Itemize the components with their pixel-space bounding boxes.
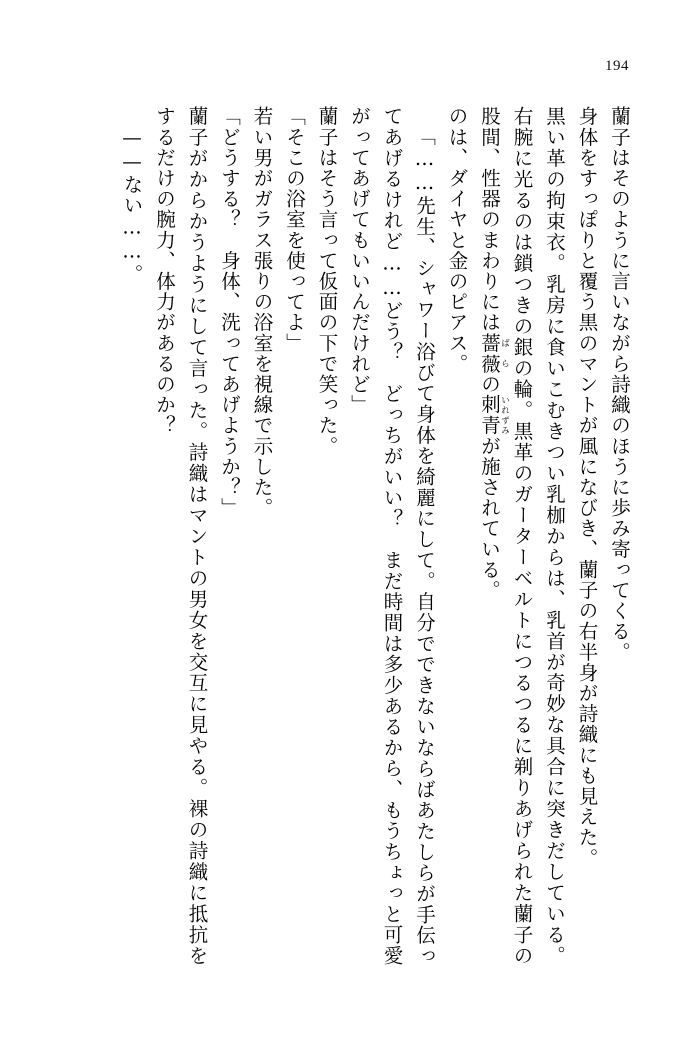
paragraph-with-ruby: 黒い革の拘束衣。乳房に食いこむきつい乳枷からは、乳首が奇妙な具合に突きだしている。右腕に光るのは鎖つきの銀の輪。黒革のガーターベルトにつるつるに剃りあげられた蘭子の股間、性器のまわりには薔薇ばらの刺青いれずみが施されている。	[478, 106, 566, 966]
paragraph: のは、ダイヤと金のピアス。	[445, 106, 469, 374]
paragraph: 蘭子がからかうようにして言った。詩織はマントの男女を交互に見やる。裸の詩織に抵抗をするだけの腕力、体力があるのか？	[153, 106, 209, 966]
paragraph: 蘭子はそのように言いながら詩織のほうに歩み寄ってくる。	[608, 106, 631, 663]
page-number: 194	[605, 58, 629, 74]
dialogue-paragraph: 「……先生、シャワー浴びて身体を綺麗にして。自分でできないならばあたしらが手伝ってあげるけれど……どう？ どっちがいい？ まだ時間は多少あるから、もうちょっと可愛がってあげてもいいんだけれど」	[348, 106, 436, 966]
paragraph: ——ない……。	[120, 125, 144, 284]
dialogue-paragraph: 「そこの浴室を使ってよ」	[283, 106, 306, 354]
paragraph: 蘭子はそう言って仮面の下で笑った。	[315, 106, 339, 457]
paragraph: 身体をすっぽりと覆う黒のマントが風になびき、蘭子の右半身が詩織にも見えた。	[575, 106, 599, 869]
dialogue-paragraph: 「どうする？ 身体、洗ってあげようか？」	[218, 106, 241, 518]
ruby-irezumi: 刺青いれずみ	[478, 394, 510, 436]
paragraph: 若い男がガラス張りの浴室を視線で示した。	[250, 106, 274, 518]
ruby-bara: 薔薇ばら	[478, 332, 510, 374]
page-body-text	[50, 106, 635, 966]
